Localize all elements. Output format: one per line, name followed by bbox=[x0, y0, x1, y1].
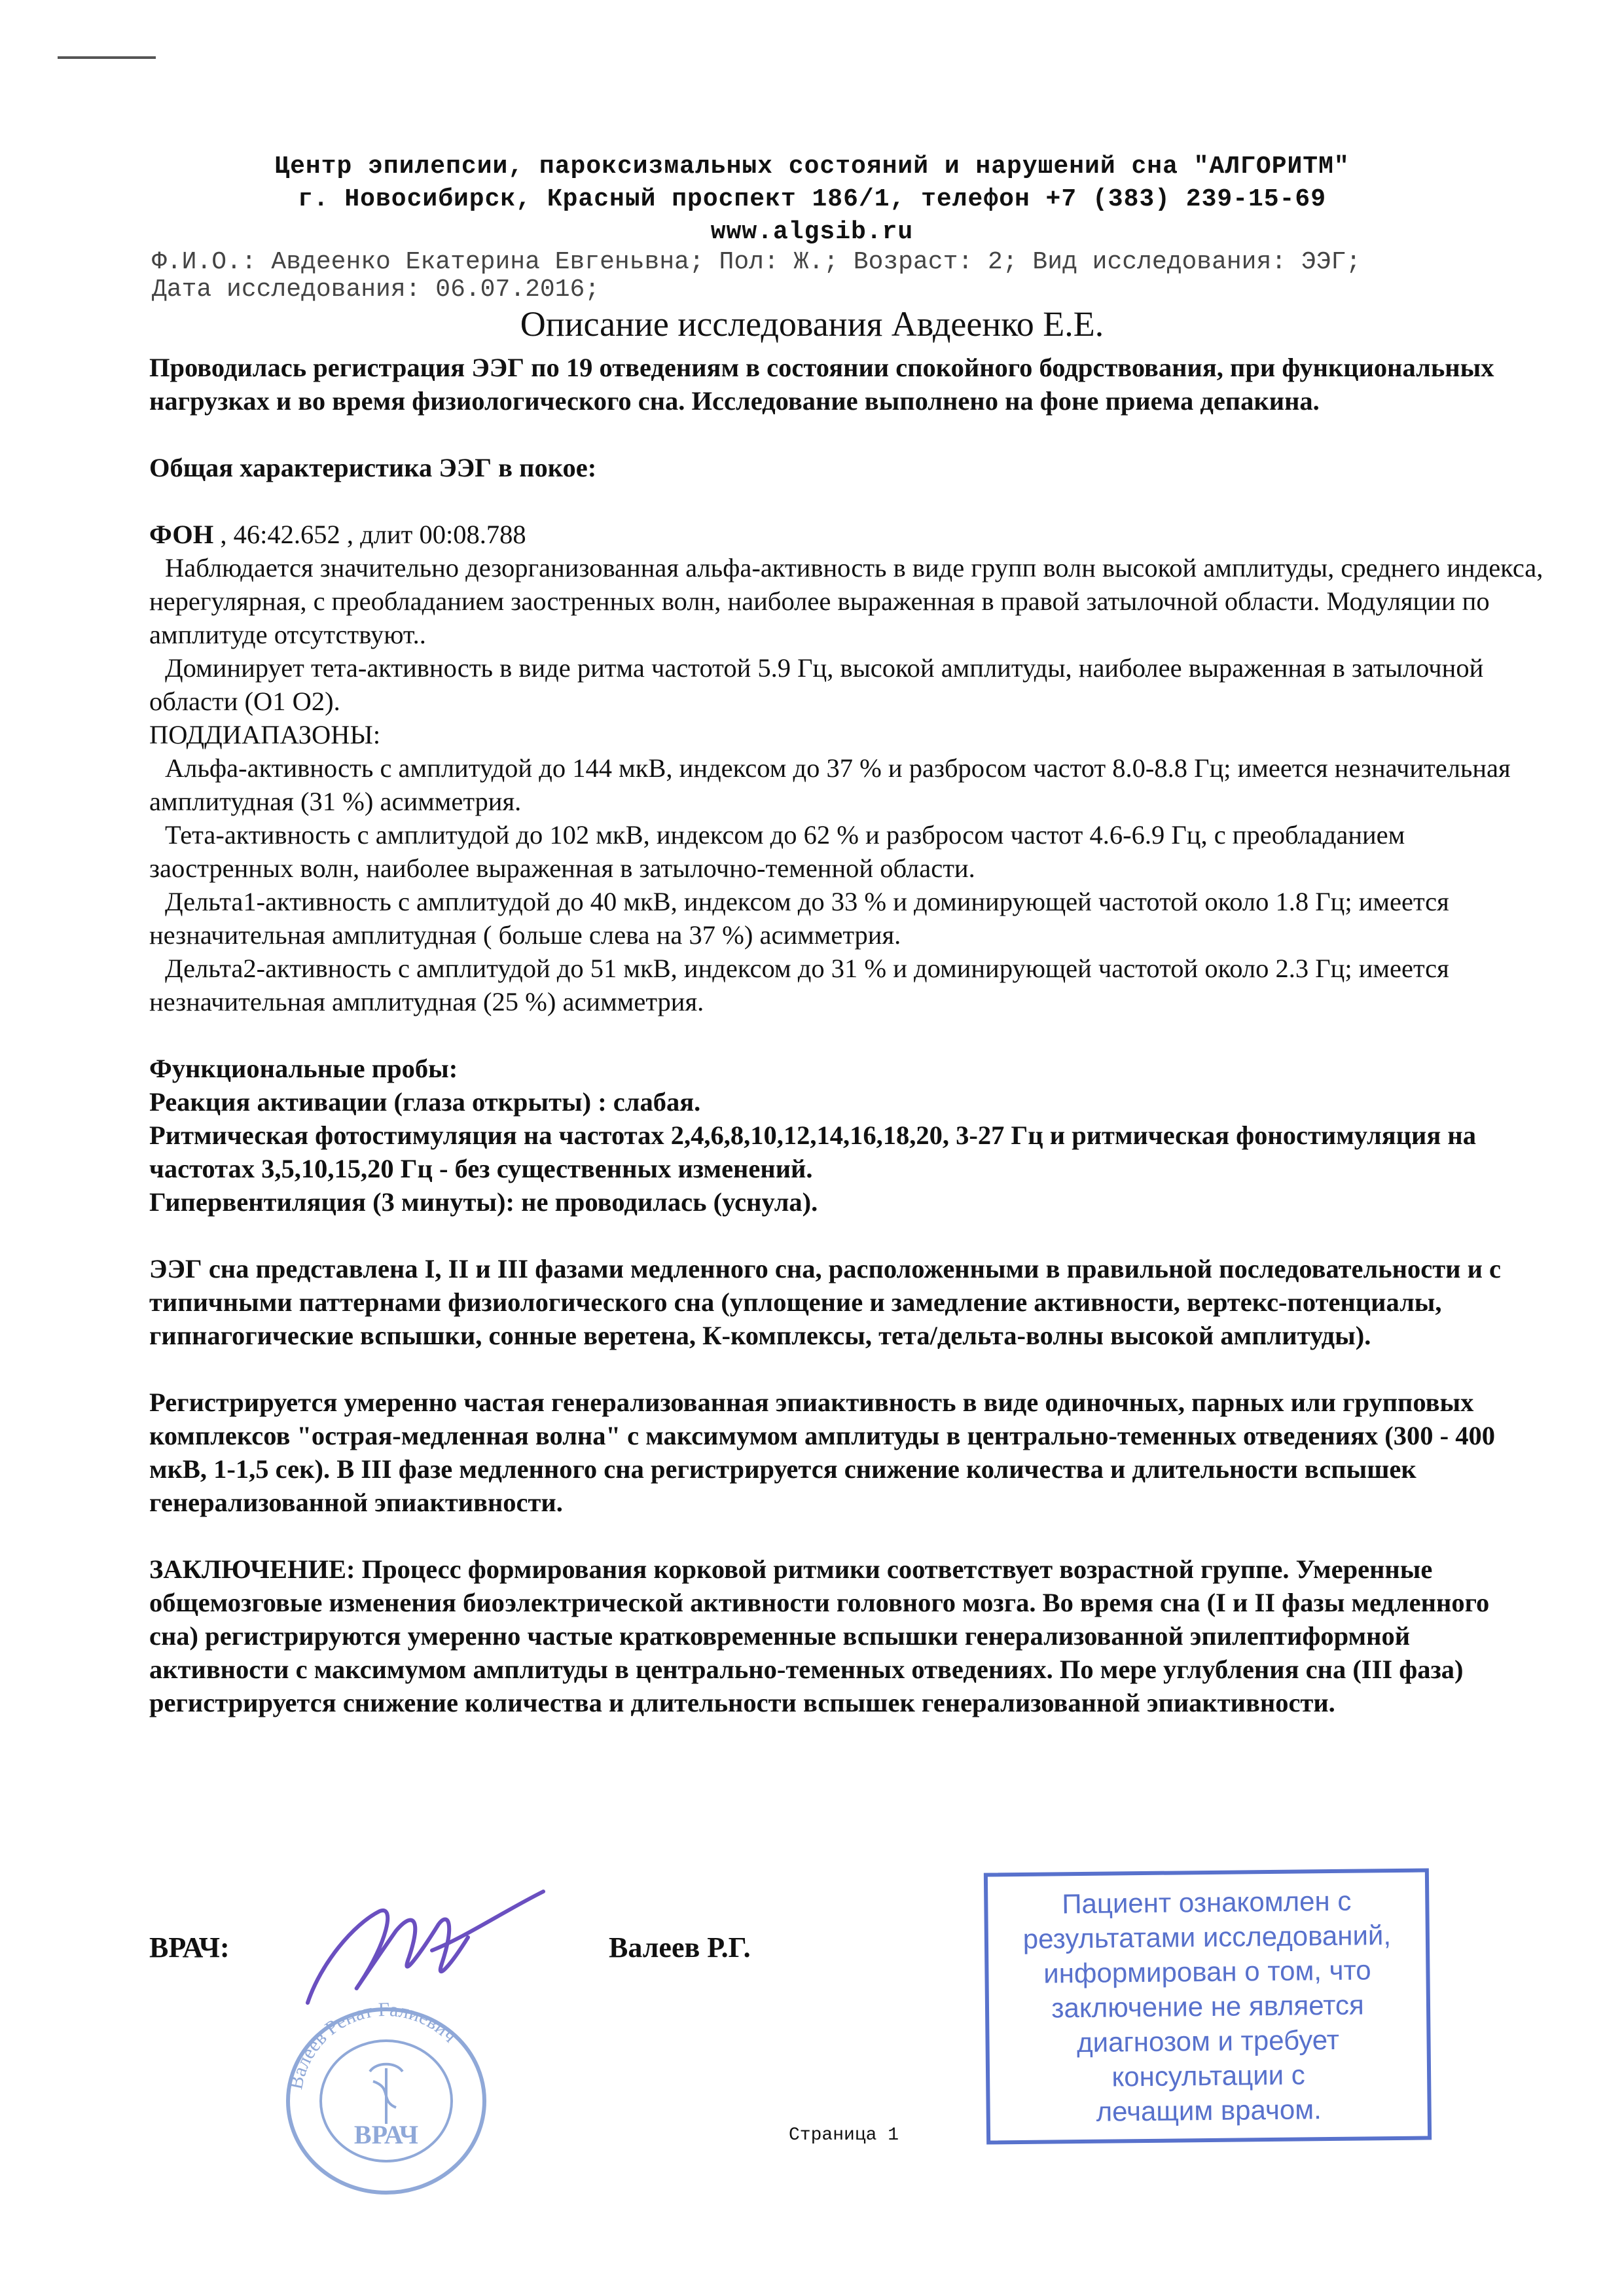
conclusion-text: Процесс формирования корковой ритмики соответствует возрастной группе. Умеренные общемозговые изменения биоэлектрической активности головного мозга. Во время сна (I и II фазы медленного сна) регистрируются умеренно частые кратковременные вспышки генерализованной эпилептиформной активности с максимумом амплитуды в центрально-теменных отведениях. По мере углубления сна (III фаза) регистрируется снижение количества и длительности вспышек генерализованной эпиактивности. bbox=[149, 1554, 1490, 1717]
patient-info bbox=[152, 249, 1533, 304]
patient-info-line1: Ф.И.О.: Авдеенко Екатерина Евгеньвна; Пол: Ж.; Возраст: 2; Вид исследования: ЭЭГ; bbox=[152, 248, 1362, 276]
stamp-line: информирован о том, что bbox=[1043, 1954, 1371, 1989]
stamp-line: консультации с bbox=[1111, 2059, 1306, 2092]
background-line bbox=[149, 518, 1543, 551]
doctor-seal bbox=[268, 1990, 504, 2199]
clinic-website: www.algsib.ru bbox=[710, 218, 914, 246]
photostimulation-test: Ритмическая фотостимуляция на частотах 2,4,6,8,10,12,14,16,18,20, 3-27 Гц и ритмическая фоностимуляция на частотах 3,5,10,15,20 Гц - без существенных изменений. bbox=[149, 1121, 1476, 1183]
general-heading: Общая характеристика ЭЭГ в покое: bbox=[149, 453, 597, 482]
background-paragraph-1: Наблюдается значительно дезорганизованная альфа-активность в виде групп волн высокой амплитуды, среднего индекса, нерегулярная, с преобладанием заостренных волн, наиболее выраженная в правой затылочной области. Модуляции по амплитуде отсутствуют.. bbox=[149, 553, 1543, 649]
clinic-header bbox=[0, 151, 1624, 249]
scan-mark bbox=[58, 56, 156, 59]
epiactivity-paragraph: Регистрируется умеренно частая генерализованная эпиактивность в виде одиночных, парных или групповых комплексов "острая-медленная волна" с максимумом амплитуды в центрально-теменных отведениях (300 - 400 мкВ, 1-1,5 сек). В III фазе медленного сна регистрируется снижение количества и длительности вспышек генерализованной эпиактивности. bbox=[149, 1388, 1496, 1517]
clinic-name: Центр эпилепсии, пароксизмальных состояний и нарушений сна "АЛГОРИТМ" bbox=[274, 152, 1350, 181]
caduceus-icon bbox=[370, 2064, 403, 2124]
conclusion bbox=[149, 1552, 1543, 1719]
clinic-address: г. Новосибирск, Красный проспект 186/1, телефон +7 (383) 239-15-69 bbox=[297, 185, 1327, 213]
stamp-line: лечащим врачом. bbox=[1096, 2094, 1322, 2127]
stamp-line: заключение не является bbox=[1051, 1989, 1364, 2024]
seal-center-text: ВРАЧ bbox=[353, 2120, 419, 2149]
seal-text: Валеев Ренат Галиевич bbox=[285, 1998, 461, 2092]
subrange-theta: Тета-активность с амплитудой до 102 мкВ, индексом до 62 % и разбросом частот 4.6-6.9 Гц, с преобладанием заостренных волн, наиболее выраженная в затылочно-теменной области. bbox=[149, 820, 1405, 883]
activation-test: Реакция активации (глаза открыты) : слабая. bbox=[149, 1087, 701, 1117]
doctor-label: ВРАЧ: bbox=[149, 1931, 230, 1964]
background-paragraph-2: Доминирует тета-активность в виде ритма частотой 5.9 Гц, высокой амплитуды, наиболее выраженная в затылочной области (O1 O2). bbox=[149, 653, 1484, 716]
page-number: Страница 1 bbox=[789, 2125, 899, 2145]
subrange-delta1: Дельта1-активность с амплитудой до 40 мкВ, индексом до 33 % и доминирующей частотой около 1.8 Гц; имеется незначительная амплитудная ( больше слева на 37 %) асимметрия. bbox=[149, 887, 1449, 950]
hyperventilation-test: Гипервентиляция (3 минуты): не проводилась (уснула). bbox=[149, 1187, 818, 1217]
intro-paragraph: Проводилась регистрация ЭЭГ по 19 отведениям в состоянии спокойного бодрствования, при функциональных нагрузках и во время физиологического сна. Исследование выполнено на фоне приема депакина. bbox=[149, 353, 1494, 416]
sleep-paragraph: ЭЭГ сна представлена I, II и III фазами медленного сна, расположенными в правильной последовательности и с типичными паттернами физиологического сна (уплощение и замедление активности, вертекс-потенциалы, гипнагогические вспышки, сонные веретена, К-комплексы, тета/дельта-волны высокой амплитуды). bbox=[149, 1254, 1502, 1350]
subranges-heading: ПОДДИАПАЗОНЫ: bbox=[149, 720, 381, 749]
stamp-line: диагнозом и требует bbox=[1076, 2024, 1340, 2058]
conclusion-label: ЗАКЛЮЧЕНИЕ: bbox=[149, 1554, 355, 1584]
stamp-line: результатами исследований, bbox=[1022, 1920, 1392, 1954]
patient-acknowledgement-stamp bbox=[984, 1868, 1432, 2144]
study-date: Дата исследования: 06.07.2016; bbox=[152, 276, 600, 304]
report-body bbox=[149, 351, 1543, 1719]
tests-heading: Функциональные пробы: bbox=[149, 1054, 458, 1083]
page-title: Описание исследования Авдеенко Е.Е. bbox=[520, 304, 1104, 344]
subrange-delta2: Дельта2-активность с амплитудой до 51 мкВ, индексом до 31 % и доминирующей частотой около 2.3 Гц; имеется незначительная амплитудная (25 %) асимметрия. bbox=[149, 954, 1449, 1016]
background-time: , 46:42.652 , длит 00:08.788 bbox=[213, 520, 526, 549]
stamp-line: Пациент ознакомлен с bbox=[1062, 1885, 1352, 1920]
background-label: ФОН bbox=[149, 520, 214, 549]
subrange-alpha: Альфа-активность с амплитудой до 144 мкВ, индексом до 37 % и разбросом частот 8.0-8.8 Гц; имеется незначительная амплитудная (31 %) асимметрия. bbox=[149, 753, 1511, 816]
doctor-name: Валеев Р.Г. bbox=[609, 1931, 751, 1964]
